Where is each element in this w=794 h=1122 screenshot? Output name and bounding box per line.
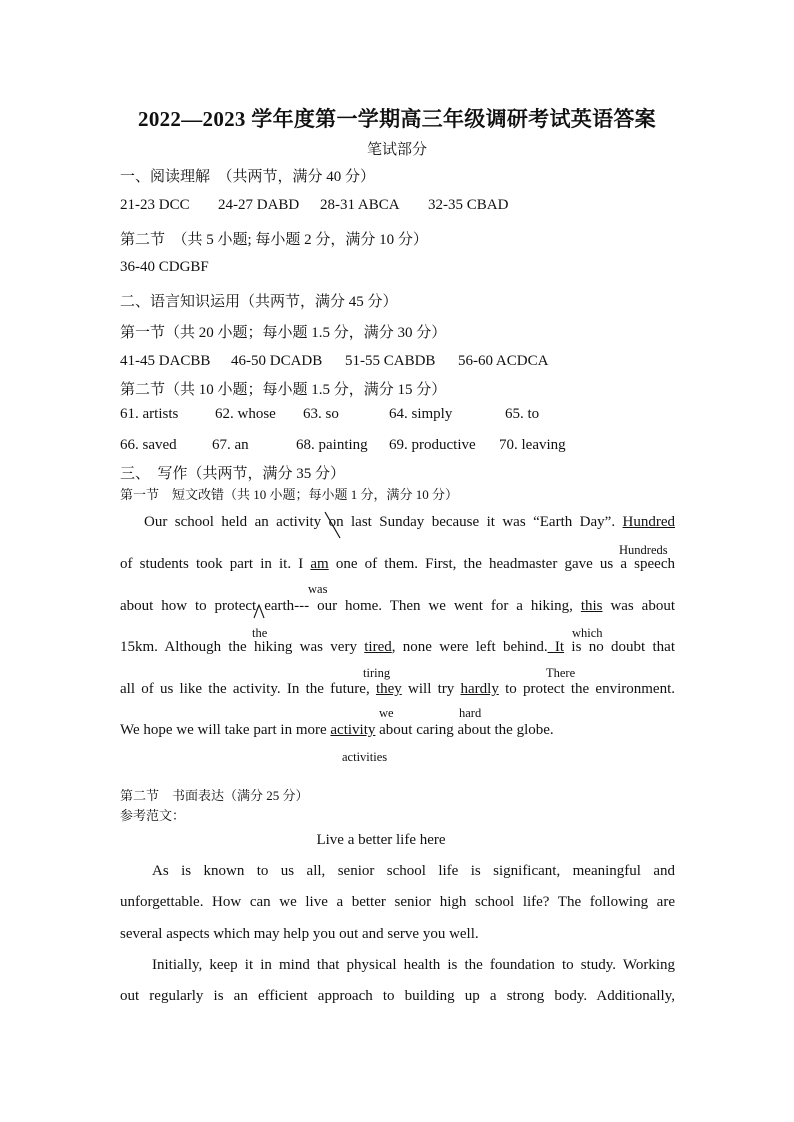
blank-answer: 66. saved bbox=[120, 437, 177, 453]
page-subtitle: 笔试部分 bbox=[366, 142, 427, 158]
blank-answer: 62. whose bbox=[215, 406, 276, 422]
text: , none were left behind. bbox=[391, 639, 548, 655]
essay-line: As is known to us all, senior school life is significant, meaningful and bbox=[152, 863, 675, 879]
text: 15km. Although the hiking was very bbox=[120, 639, 365, 655]
text: to protect the environment. bbox=[498, 681, 675, 697]
text: Our school held an activity bbox=[144, 514, 329, 530]
answer-group: 24-27 DABD bbox=[218, 197, 300, 213]
correction: There bbox=[546, 666, 576, 680]
text: all of us like the activity. In the future, bbox=[120, 681, 376, 697]
text: is no doubt that bbox=[564, 639, 675, 655]
error-word: am bbox=[310, 556, 329, 572]
essay-title: Live a better life here bbox=[316, 832, 446, 848]
correction: the bbox=[252, 626, 268, 640]
essay-line: unforgettable. How can we live a better senior high school life? The following are bbox=[120, 894, 675, 910]
answer-group: 41-45 DACBB bbox=[120, 353, 211, 369]
error-word: It bbox=[547, 639, 565, 655]
text: about caring about the globe. bbox=[375, 722, 554, 738]
correction: activities bbox=[342, 750, 388, 764]
writing-heading: 三、 写作（共两节，满分 35 分） bbox=[120, 466, 346, 482]
text: was about bbox=[602, 598, 675, 614]
sample-label: 参考范文： bbox=[120, 808, 186, 823]
correction: hard bbox=[459, 706, 482, 720]
answer-group: 28-31 ABCA bbox=[320, 197, 400, 213]
answer-group: 56-60 ACDCA bbox=[458, 353, 549, 369]
text: earth--- our home. Then we went for a hiking, bbox=[264, 598, 581, 614]
text: last Sunday because it was “Earth Day”. bbox=[343, 514, 623, 530]
correction: tiring bbox=[363, 666, 391, 680]
blank-answer: 64. simply bbox=[389, 406, 453, 422]
answer-group: 32-35 CBAD bbox=[428, 197, 509, 213]
blank-answer: 69. productive bbox=[389, 437, 476, 453]
answer-group: 36-40 CDGBF bbox=[120, 259, 209, 275]
correction: we bbox=[379, 706, 394, 720]
reading-heading: 一、阅读理解 （共两节，满分 40 分） bbox=[120, 169, 376, 185]
error-word: this bbox=[580, 598, 603, 614]
blank-answer: 68. painting bbox=[296, 437, 368, 453]
writing-section1-heading: 第一节 短文改错（共 10 小题；每小题 1 分，满分 10 分） bbox=[120, 487, 459, 502]
essay-line: Initially, keep it in mind that physical health is the foundation to study. Working bbox=[152, 957, 675, 973]
essay-line: out regularly is an efficient approach to building up a strong body. Additionally, bbox=[120, 988, 675, 1004]
answer-group: 51-55 CABDB bbox=[345, 353, 436, 369]
blank-answer: 65. to bbox=[505, 406, 540, 422]
blank-answer: 63. so bbox=[303, 406, 339, 422]
deleted-word: on bbox=[328, 514, 344, 530]
essay-line: several aspects which may help you out and serve you well. bbox=[120, 926, 479, 942]
delete-mark-icon bbox=[325, 512, 340, 538]
error-word: activity bbox=[330, 722, 376, 738]
error-word: hardly bbox=[460, 681, 499, 697]
error-word: they bbox=[375, 681, 402, 697]
text: of students took part in it. I bbox=[120, 556, 311, 572]
blank-answer: 67. an bbox=[212, 437, 249, 453]
correction: was bbox=[308, 582, 328, 596]
correction: which bbox=[572, 626, 603, 640]
page-title: 2022—2023 学年度第一学期高三年级调研考试英语答案 bbox=[138, 107, 656, 131]
language-heading: 二、语言知识运用（共两节，满分 45 分） bbox=[120, 294, 398, 310]
error-word: tired bbox=[364, 639, 392, 655]
error-word: Hundred bbox=[622, 514, 675, 530]
text: about how to protect bbox=[120, 598, 257, 614]
text: one of them. First, the headmaster gave us a speech bbox=[328, 556, 675, 572]
correction: Hundreds bbox=[619, 543, 668, 557]
text: will try bbox=[401, 681, 461, 697]
language-section2-heading: 第二节（共 10 小题；每小题 1.5 分，满分 15 分） bbox=[120, 382, 447, 398]
blank-answer: 61. artists bbox=[120, 406, 179, 422]
answer-group: 21-23 DCC bbox=[120, 197, 190, 213]
text: We hope we will take part in more bbox=[120, 722, 331, 738]
insert-caret-icon bbox=[254, 605, 264, 618]
reading-section2-heading: 第二节 （共 5 小题; 每小题 2 分，满分 10 分） bbox=[120, 232, 428, 248]
language-section1-heading: 第一节（共 20 小题；每小题 1.5 分，满分 30 分） bbox=[120, 325, 447, 341]
answer-group: 46-50 DCADB bbox=[231, 353, 323, 369]
writing-section2-heading: 第二节 书面表达（满分 25 分） bbox=[120, 788, 309, 803]
blank-answer: 70. leaving bbox=[499, 437, 566, 453]
